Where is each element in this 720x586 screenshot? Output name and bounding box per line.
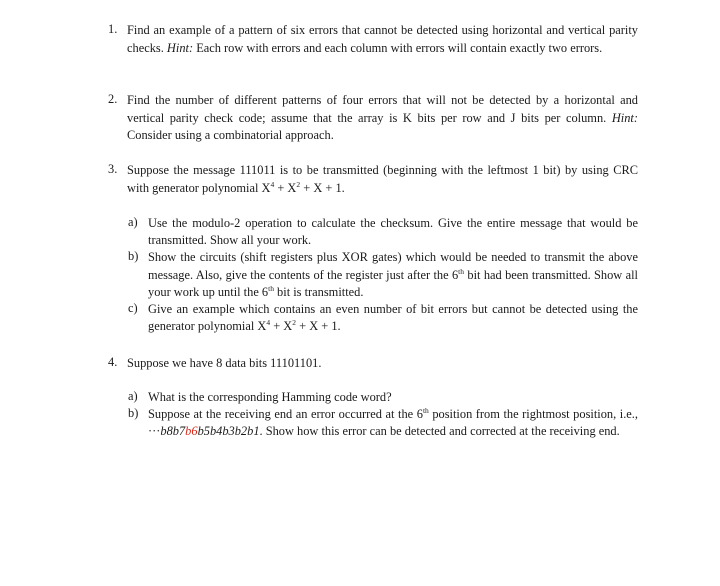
subquestion-label: b)	[128, 406, 139, 421]
question-text: Find the number of different patterns of four errors that will not be detected by a horizontal and vertical parity check code; assume that the array is K bits per row and J bits per column. Hint: Consider using a combinatorial approach.	[127, 93, 638, 143]
question-number: 3.	[108, 162, 118, 176]
question-4	[108, 355, 638, 373]
subquestion-text: Give an example which contains an even number of bit errors but cannot be detected using the generator polynomial $X^4 + X^2 + X + 1$.	[148, 302, 638, 334]
subquestion-3a	[128, 215, 638, 249]
question-2	[108, 92, 638, 145]
bit-sequence-b5-b1: b5b4b3b2b1	[197, 424, 260, 439]
subquestion-text: Show the circuits (shift registers plus XOR gates) which would be needed to transmit the above message. Also, give the contents of the register just after the 6th bit had been transmitted. Show all your work up until the 6th bit is transmitted.	[148, 250, 638, 299]
subquestion-label: b)	[128, 249, 139, 264]
question-number: 1.	[108, 22, 118, 36]
question-3-subparts	[128, 215, 638, 335]
bit-sequence-b8-b7: b8b7	[160, 424, 186, 439]
subquestion-text: What is the corresponding Hamming code word?	[148, 390, 392, 404]
hint-label: Hint:	[611, 110, 638, 125]
subquestion-label: a)	[128, 215, 138, 229]
question-1	[108, 22, 638, 57]
subquestion-3c	[128, 301, 638, 335]
subquestion-label: a)	[128, 389, 138, 403]
question-number: 2.	[108, 92, 118, 106]
question-text: Suppose we have 8 data bits 11101101.	[127, 356, 322, 370]
subquestion-3b	[128, 249, 638, 301]
subquestion-text: Suppose at the receiving end an error occurred at the 6th position from the rightmost position, i.e., ···b8b7b6b5b4b3b2b1. Show how this error can be detected and corrected at the receiving end.	[148, 406, 638, 439]
hint-label: Hint:	[166, 40, 194, 55]
subquestion-4b	[128, 406, 638, 440]
question-3	[108, 162, 638, 197]
question-number: 4.	[108, 355, 118, 369]
subquestion-label: c)	[128, 301, 138, 316]
question-text: Suppose the message 111011 is to be transmitted (beginning with the leftmost 1 bit) by using CRC with generator polynomial $X^4 + X^2 + X + 1$.	[127, 163, 638, 195]
question-4-subparts	[128, 389, 638, 441]
subquestion-text: Use the modulo-2 operation to calculate the checksum. Give the entire message that would be transmitted. Show all your work.	[148, 216, 638, 248]
bit-b6-highlighted: b6	[185, 424, 198, 439]
question-text: Find an example of a pattern of six errors that cannot be detected using horizontal and vertical parity checks. Hint: Each row with errors and each column with errors will contain exactly two errors.	[127, 23, 638, 55]
subquestion-4a	[128, 389, 638, 406]
